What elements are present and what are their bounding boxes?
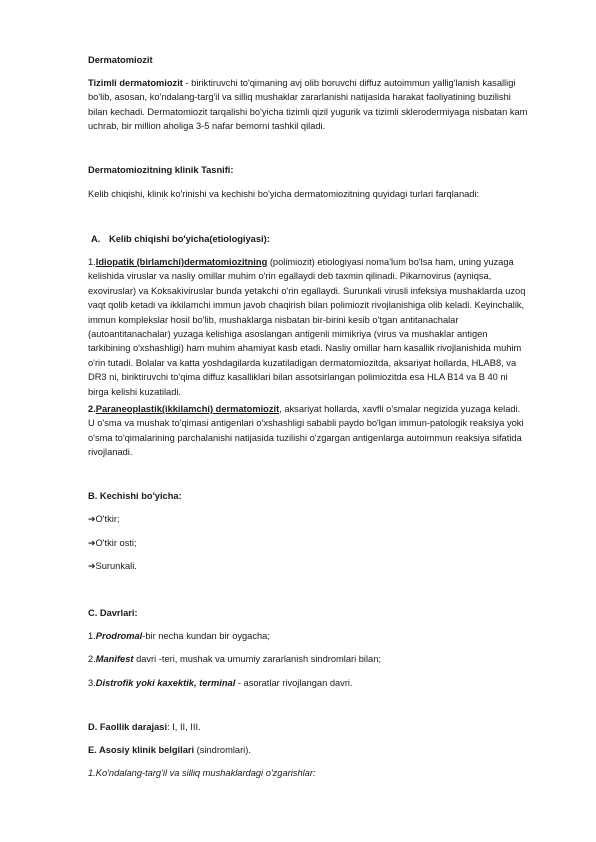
intro-text: - biriktiruvchi to'qimaning avj olib boruvchi diffuz autoimmun yallig'lanish kasalligi bo'lib, asosan, ko'ndalang-targ'il va silliq mushaklar zararlanishi natijasida harakat faoliyatining buzilishi bilan kechadi. Dermatomiozit tarqalishi bo'yicha tizimli qizil yugurik va tizimli sklerodermiyaga nisbatan kam uchrab, bir million aholiga 3-5 nafar bemorni tashkil qiladi. <box>88 78 528 132</box>
paraneoplastic-term: Paraneoplastik(ikkilamchi) dermatomiozit <box>95 404 280 414</box>
section-b-heading: B. Kechishi bo'yicha: <box>88 491 182 501</box>
list-item <box>88 559 528 574</box>
item-number: 2. <box>88 404 96 414</box>
section-d-heading: D. Faollik darajasi <box>88 722 168 732</box>
list-item-text: Surunkali. <box>95 561 137 571</box>
list-item <box>88 536 528 551</box>
list-item <box>88 676 528 690</box>
arrow-right-icon: ➔ <box>88 539 96 549</box>
section-d <box>88 720 528 734</box>
section-e <box>88 743 528 757</box>
list-item-text: O'tkir; <box>95 514 120 524</box>
section-a-item-1 <box>88 255 528 399</box>
idiopathic-text: (polimiozit) etiologiyasi noma'lum bo'lsa ham, uning yuzaga kelishida viruslar va nasliy omillar muhim o'rin egallaydi deb taxmin qilinadi. Pikarnovirus (ayniqsa, exoviruslar) va Koksakiviruslar bunda yetakchi o'rin egallaydi. Surunkali virusli infeksiya mushaklarda uzoq vaqt qolib ketadi va ikkilamchi immun javob chaqirish bilan polimiozit rivojlanishiga olib keladi. Keyinchalik, immun komplekslar hosil bo'lib, mushaklarga nisbatan bir-birini kesib o'tgan antitanachalar (autoantitanachalar) yuzaga kelishiga asoslangan antigenli mimikriya (virus va mushaklar antigen tarkibining o'xshashligi) ham muhim ahamiyat kasb etadi. Nasliy omillar ham kasallik rivojlanishida muhim o'rin tutadi. Bolalar va katta yoshdagilarda kuzatiladigan dermatomiozitda, aksariyat hollarda, HLAB8, va DR3 ni, biriktiruvchi to'qima diffuz kasalliklari bilan assotsirlangan polimiozitda esa HLA B14 va B 40 ni birga kelishi kuzatiladi. <box>88 257 526 397</box>
section-e-text: (sindromlari). <box>194 745 251 755</box>
section-a-item-2 <box>88 402 528 460</box>
arrow-right-icon: ➔ <box>88 562 96 572</box>
item-number: 3. <box>88 678 96 688</box>
item-number: 1. <box>88 257 96 267</box>
section-a-marker: A. <box>91 234 101 244</box>
period-text: -bir necha kundan bir oygacha; <box>142 631 270 641</box>
section-d-text: : I, II, III. <box>167 722 201 732</box>
section-c-heading: C. Davrlari: <box>88 608 138 618</box>
classification-intro: Kelib chiqishi, klinik ko'rinishi va kechishi bo'yicha dermatomiozitning quyidagi turlari farqlanadi: <box>88 189 480 199</box>
period-term: Manifest <box>95 654 134 664</box>
list-item-text: O'tkir osti; <box>95 538 137 548</box>
list-item <box>88 512 528 527</box>
arrow-right-icon: ➔ <box>88 515 96 525</box>
section-a-title: Kelib chiqishi bo'yicha(etiologiyasi): <box>109 234 270 244</box>
intro-term: Tizimli dermatomiozit <box>88 78 183 88</box>
period-text: - asoratlar rivojlangan davri. <box>235 678 353 688</box>
section-a-heading <box>88 232 528 246</box>
period-text: davri -teri, mushak va umumiy zararlanish sindromlari bilan; <box>133 654 381 664</box>
list-item <box>88 629 528 643</box>
item-number: 2. <box>88 654 96 664</box>
section-e-heading: E. Asosiy klinik belgilari <box>88 745 195 755</box>
idiopathic-term: Idiopatik (birlamchi)dermatomiozitning <box>95 257 268 267</box>
paraneoplastic-text: , aksariyat hollarda, xavfli o'smalar negizida yuzaga keladi. U o'sma va mushak to'qimasi antigenlari o'xshashligi sababli paydo bo'lgan immun-patologik reaksiya yoki o'sma to'qimalarining parchalanishi natijasida tuzilishi o'zgargan antigenlarga autoimmun reaksiya sifatida rivojlanadi. <box>88 404 524 458</box>
intro-paragraph <box>88 76 528 134</box>
period-term: Prodromal <box>95 631 143 641</box>
classification-heading: Dermatomiozitning klinik Tasnifi: <box>88 165 234 175</box>
period-term: Distrofik yoki kaxektik, terminal <box>95 678 236 688</box>
document-title: Dermatomiozit <box>88 55 153 65</box>
section-e-subheading: 1.Ko'ndalang-targ'il va silliq mushaklardagi o'zgarishlar: <box>88 768 316 778</box>
list-item <box>88 652 528 666</box>
item-number: 1. <box>88 631 96 641</box>
